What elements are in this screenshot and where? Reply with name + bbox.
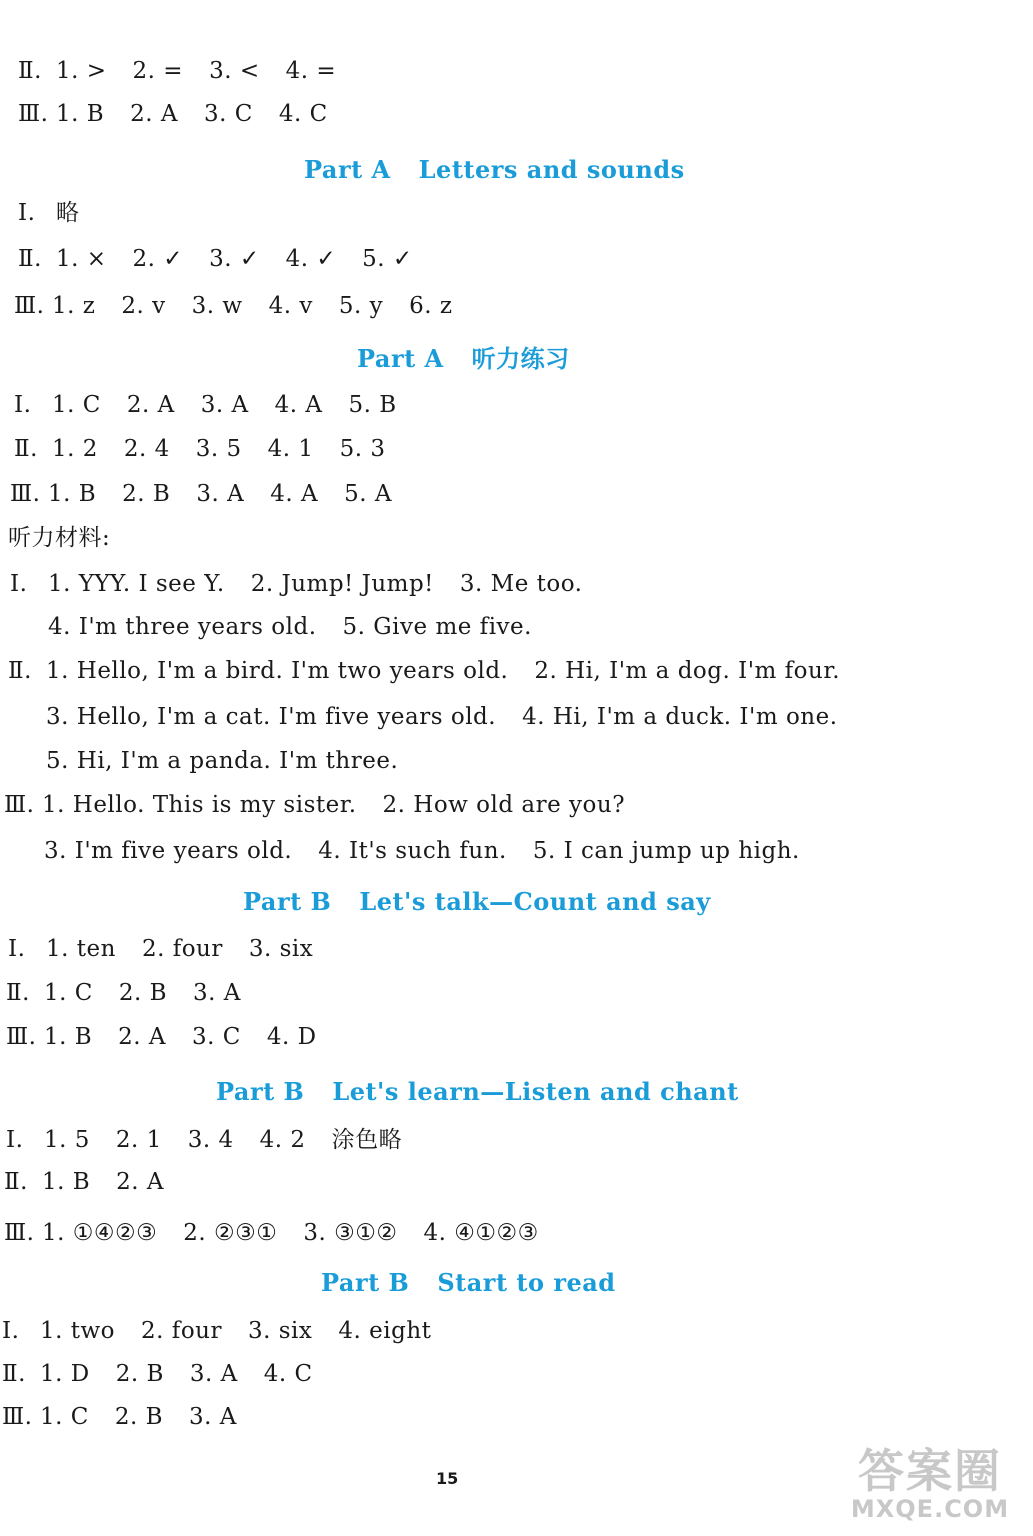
- answer-item: 1. D: [40, 1361, 90, 1387]
- answer-item: 1. ①④②③: [42, 1220, 158, 1246]
- answer-item: 4. =: [285, 58, 337, 84]
- answer-item: 2. 4: [123, 436, 170, 462]
- heading-title: Letters and sounds: [418, 155, 685, 184]
- answer-item: 4. It's such fun.: [318, 838, 507, 864]
- answer-item: 3. C: [192, 1024, 241, 1050]
- question-label: Ⅲ.: [14, 293, 45, 319]
- answer-line: [18, 99, 354, 129]
- answer-item: 5. Give me five.: [342, 614, 532, 640]
- answer-item: 5. 3: [339, 436, 386, 462]
- question-label: Ⅲ.: [10, 481, 41, 507]
- material-line: [8, 656, 866, 686]
- answer-item: 2. Jump! Jump!: [250, 571, 434, 597]
- section-heading: [243, 887, 711, 917]
- question-label: Ⅲ.: [4, 1220, 35, 1246]
- section-heading: [321, 1268, 616, 1298]
- answer-item: 4. ④①②③: [423, 1220, 539, 1246]
- answer-item: 3. ✓: [209, 246, 260, 272]
- answer-item: 2. ②③①: [183, 1220, 278, 1246]
- answer-item: 1. B: [44, 1024, 93, 1050]
- answer-item: 1. ×: [56, 246, 107, 272]
- answer-item: 2. ✓: [132, 246, 184, 272]
- answer-item: 4. v: [268, 293, 313, 319]
- question-label: Ⅰ.: [2, 1318, 20, 1344]
- heading-title: Start to read: [437, 1268, 616, 1297]
- heading-title: Let's talk—Count and say: [359, 887, 711, 916]
- answer-item: 涂色略: [331, 1127, 403, 1153]
- answer-item: 3. I'm five years old.: [44, 838, 293, 864]
- answer-line: [14, 291, 478, 321]
- answer-item: 1. 5: [44, 1127, 90, 1153]
- answer-line: [2, 1316, 457, 1346]
- section-heading: [357, 344, 570, 374]
- heading-part: Part A: [357, 344, 444, 373]
- answer-item: 1. B: [56, 101, 105, 127]
- answer-item: 1. C: [40, 1404, 89, 1430]
- answer-item: 3. A: [189, 1404, 237, 1430]
- material-label: 听力材料:: [8, 525, 111, 551]
- heading-title: Let's learn—Listen and chant: [332, 1077, 739, 1106]
- answer-line: [18, 198, 106, 228]
- answer-item: 1. C: [44, 980, 93, 1006]
- answer-item: 2. B: [114, 1404, 164, 1430]
- answer-item: 4. C: [278, 101, 328, 127]
- answer-item: 2. How old are you?: [382, 792, 626, 818]
- answer-item: 1. Hello, I'm a bird. I'm two years old.: [46, 658, 509, 684]
- answer-item: 3. A: [200, 392, 249, 418]
- watermark-url: MXQE.COM: [850, 1495, 1010, 1523]
- answer-item: 2. B: [118, 980, 168, 1006]
- answer-line: [2, 1402, 263, 1432]
- heading-part: Part B: [243, 887, 332, 916]
- material-line: [4, 790, 651, 820]
- answer-item: 5. B: [348, 392, 397, 418]
- answer-item: 3. 5: [195, 436, 242, 462]
- answer-line: [6, 1125, 428, 1155]
- answer-item: 3. A: [189, 1361, 238, 1387]
- answer-item: 3. six: [248, 936, 314, 962]
- answer-line: [6, 1022, 343, 1052]
- answer-item: 4. 2: [259, 1127, 306, 1153]
- answer-item: 4. 1: [267, 436, 314, 462]
- answer-item: 2. A: [116, 1169, 165, 1195]
- answer-item: 1. C: [52, 392, 101, 418]
- answer-item: 3. 4: [187, 1127, 234, 1153]
- answer-line: [10, 479, 418, 509]
- material-line: [46, 746, 424, 776]
- question-label: Ⅱ.: [6, 980, 30, 1006]
- answer-item: 3. A: [196, 481, 245, 507]
- answer-item: 3. Hello, I'm a cat. I'm five years old.: [46, 704, 497, 730]
- answer-item: 4. Hi, I'm a duck. I'm one.: [522, 704, 838, 730]
- answer-line: [4, 1218, 565, 1248]
- question-label: Ⅰ.: [8, 936, 26, 962]
- question-label: Ⅲ.: [4, 792, 35, 818]
- answer-item: 2. 1: [115, 1127, 162, 1153]
- answer-item: 6. z: [409, 293, 453, 319]
- answer-item: 3. C: [204, 101, 253, 127]
- answer-item: 1. Hello. This is my sister.: [42, 792, 357, 818]
- answer-item: 5. A: [344, 481, 392, 507]
- material-line: [48, 612, 558, 642]
- answer-item: 2. A: [130, 101, 179, 127]
- answer-item: 1. 2: [52, 436, 98, 462]
- answer-item: 3. ③①②: [303, 1220, 398, 1246]
- page-number: 15: [436, 1469, 459, 1488]
- question-label: Ⅱ.: [8, 658, 32, 684]
- answer-item: 1. two: [40, 1318, 116, 1344]
- answer-item: 5. ✓: [362, 246, 413, 272]
- answer-item: 3. six: [247, 1318, 313, 1344]
- question-label: Ⅱ.: [2, 1361, 26, 1387]
- answer-item: 1. ten: [46, 936, 116, 962]
- answer-item: 4. A: [274, 392, 323, 418]
- answer-item: 2. four: [141, 936, 223, 962]
- section-heading: [216, 1077, 739, 1107]
- answer-item: 1. >: [56, 58, 107, 84]
- answer-item: 3. Me too.: [459, 571, 583, 597]
- answer-item: 1. z: [52, 293, 96, 319]
- question-label: Ⅰ.: [14, 392, 32, 418]
- answer-item: 2. B: [115, 1361, 164, 1387]
- answer-item: 2. A: [118, 1024, 167, 1050]
- material-line: [46, 702, 864, 732]
- answer-item: 2. four: [141, 1318, 222, 1344]
- answer-line: [8, 934, 339, 964]
- answer-line: [6, 978, 267, 1008]
- answer-item: 1. B: [48, 481, 97, 507]
- answer-item: 2. A: [126, 392, 175, 418]
- question-label: Ⅲ.: [18, 101, 49, 127]
- question-label: Ⅰ.: [10, 571, 28, 597]
- material-line: [10, 569, 609, 599]
- answer-item: 3. w: [191, 293, 243, 319]
- answer-item: 5. I can jump up high.: [532, 838, 800, 864]
- question-label: Ⅲ.: [6, 1024, 37, 1050]
- question-label: Ⅱ.: [18, 58, 42, 84]
- answer-item: 4. A: [270, 481, 319, 507]
- answer-line: [18, 244, 439, 274]
- answer-line: [14, 390, 423, 420]
- answer-item: 1. YYY. I see Y.: [48, 571, 225, 597]
- answer-item: 3. <: [209, 58, 260, 84]
- answer-item: 4. ✓: [285, 246, 337, 272]
- answer-item: 5. y: [338, 293, 384, 319]
- answer-item: 4. I'm three years old.: [48, 614, 317, 640]
- heading-part: Part B: [216, 1077, 305, 1106]
- answer-item: 4. D: [266, 1024, 317, 1050]
- watermark-logo: [845, 1446, 1015, 1526]
- answer-item: 3. A: [193, 980, 241, 1006]
- answer-line: [4, 1167, 190, 1197]
- answer-item: 2. v: [121, 293, 166, 319]
- question-label: Ⅱ.: [18, 246, 42, 272]
- question-label: Ⅱ.: [14, 436, 38, 462]
- answer-item: 略: [56, 200, 80, 226]
- heading-part: Part B: [321, 1268, 410, 1297]
- answer-item: 1. B: [42, 1169, 91, 1195]
- answer-line: [14, 434, 411, 464]
- answer-line: [18, 56, 362, 86]
- answer-item: 2. Hi, I'm a dog. I'm four.: [534, 658, 841, 684]
- question-label: Ⅰ.: [6, 1127, 24, 1153]
- answer-item: 5. Hi, I'm a panda. I'm three.: [46, 748, 399, 774]
- answer-line: [2, 1359, 339, 1389]
- question-label: Ⅲ.: [2, 1404, 33, 1430]
- answer-item: 2. =: [132, 58, 184, 84]
- answer-item: 4. eight: [338, 1318, 432, 1344]
- heading-title: 听力练习: [471, 344, 570, 373]
- answer-item: 2. B: [122, 481, 171, 507]
- heading-part: Part A: [304, 155, 391, 184]
- answer-item: 4. C: [263, 1361, 313, 1387]
- material-line: [44, 836, 826, 866]
- section-heading: [304, 155, 685, 185]
- question-label: Ⅱ.: [4, 1169, 28, 1195]
- question-label: Ⅰ.: [18, 200, 36, 226]
- watermark-chars: 答案圈: [858, 1444, 1002, 1498]
